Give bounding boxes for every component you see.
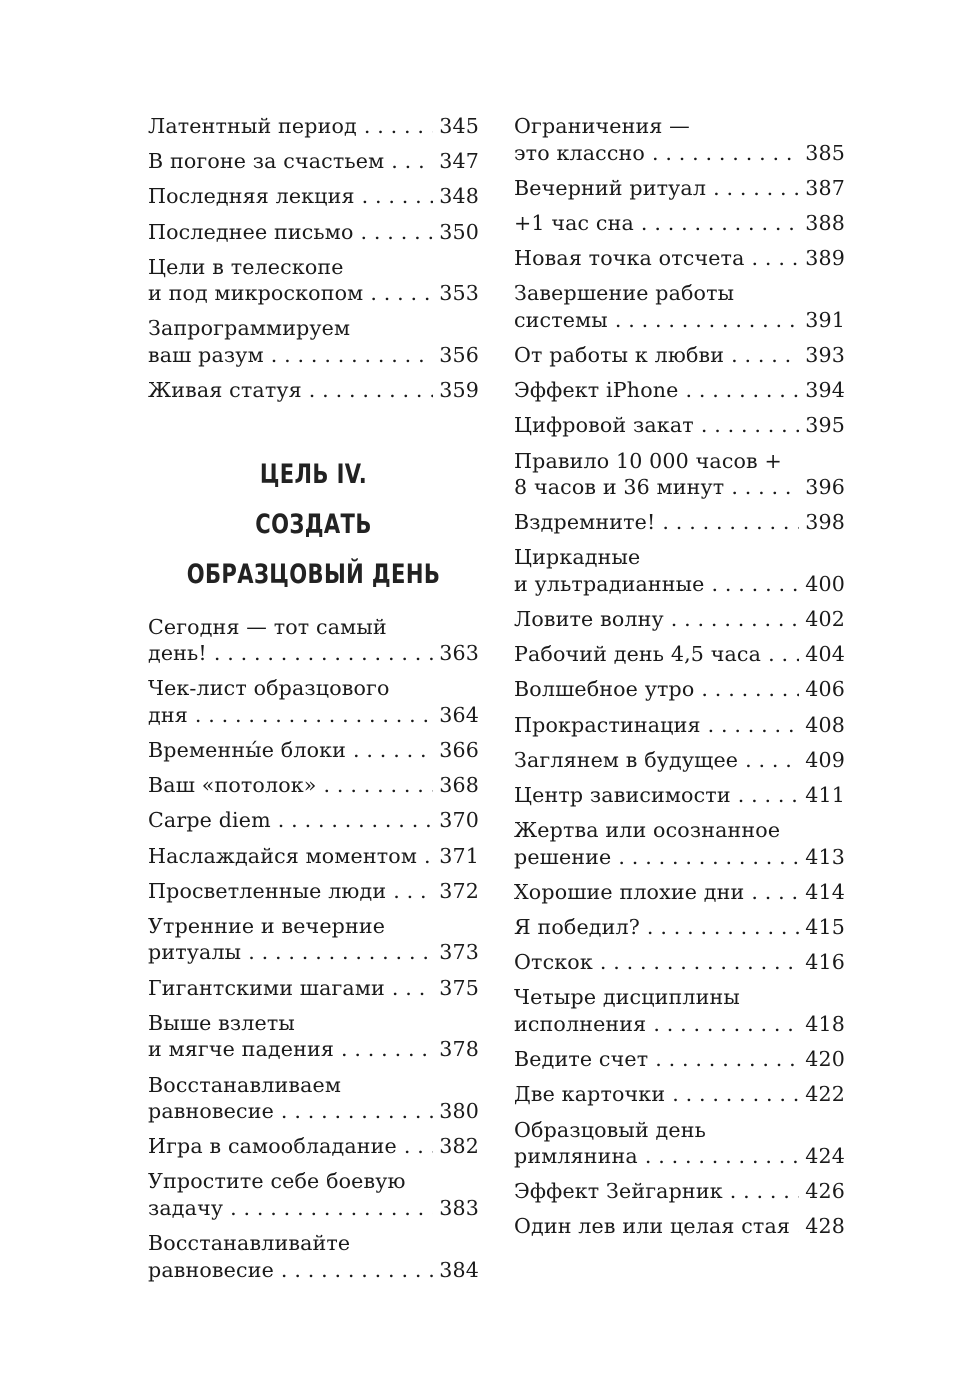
dot-leader: [645, 140, 799, 167]
toc-entry-title-line: Carpe diem: [148, 808, 271, 833]
toc-page-number: 389: [805, 246, 845, 271]
toc-entry-title-line: От работы к любви: [514, 342, 725, 367]
dot-leader: [640, 914, 799, 941]
toc-entry-title-line: Наслаждайся моментом: [148, 843, 417, 868]
toc-entry-title-line: Правило 10 000 часов +: [514, 448, 782, 473]
dot-leader: [357, 113, 433, 140]
dot-leader: [264, 342, 433, 369]
toc-page-number: 409: [805, 747, 845, 772]
toc-entry-last-line: [514, 1178, 845, 1205]
toc-page-number: 350: [439, 219, 479, 244]
toc-entry-title-line: Просветленные люди: [148, 878, 387, 903]
toc-entry-title-line: решение: [514, 844, 612, 869]
toc-entry-last-line: [148, 807, 479, 834]
toc-entry-title-line: Хорошие плохие дни: [514, 879, 745, 904]
toc-entry-title-line: дня: [148, 702, 188, 727]
dot-leader: [608, 307, 799, 334]
toc-entry-title-line: Завершение работы: [514, 281, 735, 306]
toc-entry-title-line: Живая статуя: [148, 378, 302, 403]
toc-entry[interactable]: [148, 219, 479, 246]
toc-page-number: 353: [439, 281, 479, 306]
toc-entry-title-line: Четыре дисциплины: [514, 985, 740, 1010]
toc-page-number: 371: [439, 843, 479, 868]
dot-leader: [397, 1133, 433, 1160]
section-heading: [184, 450, 442, 600]
toc-entry[interactable]: [148, 737, 479, 764]
toc-entry[interactable]: [514, 782, 845, 809]
dot-leader: [744, 879, 799, 906]
toc-page-number: 347: [439, 149, 479, 174]
toc-entry[interactable]: [514, 280, 845, 333]
toc-page-number: 426: [805, 1179, 845, 1204]
toc-entry[interactable]: [148, 148, 479, 175]
toc-entry[interactable]: [148, 1072, 479, 1125]
toc-page-number: 373: [439, 940, 479, 965]
toc-entry[interactable]: [514, 949, 845, 976]
toc-entry[interactable]: [514, 1046, 845, 1073]
toc-entry-title-line: Последняя лекция: [148, 184, 355, 209]
toc-entry-last-line: [514, 140, 845, 167]
dot-leader: [694, 412, 799, 439]
toc-entry-title-line: ваш разум: [148, 342, 264, 367]
dot-leader: [386, 878, 433, 905]
toc-entry[interactable]: [148, 878, 479, 905]
toc-entry-last-line: [514, 879, 845, 906]
toc-entry[interactable]: [514, 606, 845, 633]
toc-entry-last-line: [514, 1143, 845, 1170]
toc-page-number: 383: [439, 1195, 479, 1220]
toc-entry-title-line: равновесие: [148, 1099, 274, 1123]
toc-entry[interactable]: [514, 817, 845, 870]
dot-leader: [701, 712, 800, 739]
dot-leader: [241, 939, 433, 966]
toc-page-number: 416: [805, 950, 845, 975]
toc-entry-title-line: Ваш «потолок»: [148, 773, 317, 798]
toc-page-number: 364: [439, 702, 479, 727]
toc-entry-title-line: Сегодня — тот самый: [148, 614, 387, 639]
toc-page-number: 396: [805, 475, 845, 499]
toc-entry-last-line: [514, 606, 845, 633]
toc-entry-last-line: [514, 175, 845, 202]
toc-entry-last-line: [148, 148, 479, 175]
toc-page-number: 382: [439, 1134, 479, 1159]
toc-entry-last-line: [514, 949, 845, 976]
toc-left-column: [148, 113, 479, 1292]
dot-leader: [723, 1178, 800, 1205]
toc-entry-title-line: исполнения: [514, 1011, 647, 1036]
toc-entry-title-line: Ограничения —: [514, 114, 690, 138]
toc-entry-last-line: [148, 772, 479, 799]
dot-leader: [724, 474, 799, 501]
dot-leader: [188, 702, 433, 729]
toc-entry-title-line: системы: [514, 307, 608, 332]
toc-entry-last-line: [514, 1046, 845, 1073]
toc-entry-title-line: Я победил?: [514, 915, 640, 940]
toc-entry-title-line: это классно: [514, 140, 645, 165]
dot-leader: [705, 571, 800, 598]
toc-page-number: 375: [439, 975, 479, 1000]
toc-page-number: 411: [805, 783, 845, 807]
toc-entry[interactable]: [514, 712, 845, 739]
toc-entry[interactable]: [148, 254, 479, 307]
toc-entry-last-line: [148, 342, 479, 369]
toc-page-number: 391: [805, 307, 845, 332]
toc-entry-last-line: [148, 377, 479, 404]
toc-entry-title-line: Жертва или осознанное: [514, 818, 781, 843]
toc-entry-last-line: [514, 210, 845, 237]
dot-leader: [611, 844, 799, 871]
toc-page-number: 413: [805, 844, 845, 869]
toc-entry-title-line: задачу: [148, 1195, 224, 1220]
toc-entry-last-line: [148, 878, 479, 905]
toc-entry[interactable]: [514, 984, 845, 1037]
toc-entry-last-line: [148, 1195, 479, 1222]
toc-entry-title-line: Ведите счет: [514, 1047, 649, 1072]
toc-entry[interactable]: [514, 1178, 845, 1205]
dot-leader: [363, 280, 433, 307]
toc-entry[interactable]: [148, 913, 479, 966]
toc-entry[interactable]: [148, 675, 479, 728]
toc-entry-title-line: и мягче падения: [148, 1037, 334, 1062]
dot-leader: [679, 377, 800, 404]
dot-leader: [223, 1195, 433, 1222]
toc-page-number: 388: [805, 210, 845, 235]
toc-entry[interactable]: [148, 614, 479, 667]
toc-entry[interactable]: [148, 1168, 479, 1221]
toc-entry-title-line: Заглянем в будущее: [514, 747, 739, 772]
toc-page-number: 428: [805, 1214, 845, 1239]
toc-entry-last-line: [148, 280, 479, 307]
toc-entry-last-line: [514, 1011, 845, 1038]
toc-list-top: [148, 113, 479, 404]
toc-entry-title-line: Рабочий день 4,5 часа: [514, 642, 762, 667]
toc-entry-last-line: [148, 1257, 479, 1284]
toc-entry[interactable]: [514, 377, 845, 404]
toc-entry-title-line: Выше взлеты: [148, 1010, 295, 1035]
dot-leader: [664, 606, 799, 633]
dot-leader: [354, 219, 434, 246]
toc-entry-title-line: Временны́е блоки: [148, 738, 347, 762]
toc-entry-title-line: Утренние и вечерние: [148, 913, 386, 938]
toc-list-bottom: [148, 614, 479, 1283]
toc-entry-last-line: [514, 641, 845, 668]
toc-page-number: 420: [805, 1047, 845, 1072]
toc-page-number: 404: [805, 642, 845, 667]
toc-entry[interactable]: [514, 544, 845, 597]
toc-entry-last-line: [514, 307, 845, 334]
toc-page-number: 348: [439, 184, 479, 209]
toc-page-number: 402: [805, 607, 845, 632]
toc-entry-title-line: Центр зависимости: [514, 783, 731, 807]
toc-page-number: 363: [439, 641, 479, 666]
toc-entry-title-line: Прокрастинация: [514, 712, 701, 737]
toc-entry-last-line: [148, 975, 479, 1002]
toc-entry[interactable]: [514, 641, 845, 668]
toc-page-number: 406: [805, 677, 845, 702]
dot-leader: [706, 175, 799, 202]
toc-entry-last-line: [514, 676, 845, 703]
toc-entry-title-line: Вечерний ритуал: [514, 175, 707, 200]
toc-entry[interactable]: [148, 843, 479, 870]
toc-entry-last-line: [148, 1133, 479, 1160]
toc-entry-last-line: [514, 342, 845, 369]
dot-leader: [790, 1213, 799, 1240]
toc-entry-title-line: Восстанавливаем: [148, 1072, 342, 1097]
toc-page-number: 400: [805, 571, 845, 596]
section-heading-line1: ЦЕЛЬ IV.: [259, 458, 368, 490]
dot-leader: [271, 807, 433, 834]
toc-entry-title-line: и ультрадианные: [514, 571, 705, 596]
toc-page-number: 380: [439, 1099, 479, 1123]
toc-entry-last-line: [514, 747, 845, 774]
toc-entry[interactable]: [148, 1230, 479, 1283]
toc-entry[interactable]: [514, 879, 845, 906]
toc-entry[interactable]: [148, 975, 479, 1002]
toc-entry-title-line: Запрограммируем: [148, 316, 351, 341]
dot-leader: [593, 949, 799, 976]
toc-page-number: 356: [439, 342, 479, 367]
toc-entry-last-line: [514, 712, 845, 739]
toc-entry-title-line: римлянина: [514, 1144, 638, 1168]
toc-entry[interactable]: [514, 245, 845, 272]
dot-leader: [731, 782, 800, 809]
dot-leader: [665, 1081, 799, 1108]
toc-entry[interactable]: [148, 1133, 479, 1160]
dot-leader: [274, 1098, 433, 1125]
dot-leader: [317, 772, 434, 799]
toc-entry-title-line: Эффект iPhone: [514, 378, 679, 403]
toc-entry[interactable]: [514, 210, 845, 237]
toc-entry-title-line: Волшебное утро: [514, 677, 695, 702]
toc-entry-last-line: [514, 412, 845, 439]
dot-leader: [738, 747, 799, 774]
toc-entry-last-line: [514, 914, 845, 941]
toc-entry[interactable]: [514, 175, 845, 202]
toc-entry-title-line: Ловите волну: [514, 607, 664, 632]
toc-entry-title-line: Циркадные: [514, 545, 641, 570]
toc-page-number: 385: [805, 140, 845, 165]
toc-entry[interactable]: [514, 113, 845, 166]
toc-page-number: 422: [805, 1082, 845, 1107]
toc-entry-last-line: [148, 702, 479, 729]
toc-right-column: [514, 113, 845, 1249]
toc-entry[interactable]: [514, 448, 845, 501]
dot-leader: [646, 1011, 799, 1038]
toc-entry[interactable]: [148, 807, 479, 834]
toc-page-number: 370: [439, 808, 479, 833]
toc-entry-title-line: +1 час сна: [514, 210, 634, 235]
toc-entry[interactable]: [148, 1010, 479, 1063]
toc-entry-last-line: [514, 1081, 845, 1108]
toc-entry-title-line: Гигантскими шагами: [148, 975, 385, 1000]
toc-entry-title-line: В погоне за счастьем: [148, 149, 385, 174]
dot-leader: [648, 1046, 799, 1073]
dot-leader: [745, 245, 800, 272]
dot-leader: [384, 148, 433, 175]
toc-entry-title-line: Образцовый день: [514, 1117, 706, 1142]
toc-entry[interactable]: [514, 914, 845, 941]
toc-entry-title-line: Упростите себе боевую: [148, 1169, 406, 1194]
toc-entry-title-line: Цели в телескопе: [148, 254, 344, 279]
toc-entry-title-line: Восстанавливайте: [148, 1231, 351, 1256]
toc-entry[interactable]: [514, 676, 845, 703]
toc-entry-title-line: Эффект Зейгарник: [514, 1179, 723, 1204]
toc-entry-last-line: [514, 571, 845, 598]
toc-entry-last-line: [148, 219, 479, 246]
toc-entry-title-line: день!: [148, 641, 207, 666]
toc-entry-last-line: [514, 782, 845, 809]
dot-leader: [638, 1143, 799, 1170]
dot-leader: [355, 183, 434, 210]
toc-entry-title-line: Чек-лист образцового: [148, 676, 390, 701]
section-heading-line2: СОЗДАТЬ ОБРАЗЦОВЫЙ ДЕНЬ: [186, 508, 441, 590]
toc-page-number: 366: [439, 738, 479, 762]
toc-entry-last-line: [514, 245, 845, 272]
toc-entry-title-line: Последнее письмо: [148, 219, 354, 244]
toc-entry-title-line: Две карточки: [514, 1082, 666, 1107]
toc-page-number: 395: [805, 413, 845, 438]
toc-entry-last-line: [148, 183, 479, 210]
toc-page-number: 359: [439, 378, 479, 403]
toc-entry-last-line: [148, 939, 479, 966]
toc-entry[interactable]: [148, 183, 479, 210]
toc-page-number: 372: [439, 878, 479, 903]
dot-leader: [302, 377, 433, 404]
toc-entry[interactable]: [514, 1117, 845, 1170]
toc-page-number: 393: [805, 342, 845, 367]
toc-entry-title-line: 8 часов и 36 минут: [514, 475, 725, 499]
toc-entry[interactable]: [148, 315, 479, 368]
toc-page-number: 418: [805, 1011, 845, 1036]
toc-entry[interactable]: [514, 509, 845, 536]
toc-entry-last-line: [148, 640, 479, 667]
toc-entry-title-line: Игра в самообладание: [148, 1134, 397, 1159]
toc-entry-last-line: [148, 843, 479, 870]
toc-entry-title-line: Отскок: [514, 950, 593, 975]
toc-entry-last-line: [148, 737, 479, 764]
dot-leader: [385, 975, 433, 1002]
toc-entry-title-line: Цифровой закат: [514, 413, 694, 438]
toc-page-number: 398: [805, 510, 845, 535]
dot-leader: [274, 1257, 433, 1284]
toc-entry-title-line: Латентный период: [148, 114, 357, 138]
toc-page-number: 384: [439, 1257, 479, 1282]
dot-leader: [694, 676, 799, 703]
toc-entry[interactable]: [514, 342, 845, 369]
toc-entry[interactable]: [148, 113, 479, 140]
toc-page-number: 387: [805, 175, 845, 200]
toc-page-number: 415: [805, 915, 845, 940]
toc-entry-last-line: [148, 1098, 479, 1125]
toc-entry-last-line: [514, 844, 845, 871]
toc-entry[interactable]: [514, 1213, 845, 1240]
toc-entry[interactable]: [148, 772, 479, 799]
toc-page-number: 408: [805, 712, 845, 737]
toc-page-number: 394: [805, 378, 845, 403]
toc-entry-title-line: Новая точка отсчета: [514, 246, 745, 271]
dot-leader: [634, 210, 799, 237]
dot-leader: [334, 1036, 433, 1063]
toc-entry-title-line: Один лев или целая стая: [514, 1214, 791, 1239]
dot-leader: [417, 843, 433, 870]
dot-leader: [655, 509, 799, 536]
dot-leader: [761, 641, 799, 668]
toc-page-number: 345: [439, 114, 479, 138]
toc-page-number: 368: [439, 773, 479, 798]
toc-entry-last-line: [514, 509, 845, 536]
toc-entry[interactable]: [514, 1081, 845, 1108]
toc-page-number: 414: [805, 879, 845, 904]
toc-entry-last-line: [148, 113, 479, 140]
toc-entry[interactable]: [148, 377, 479, 404]
toc-entry-title-line: и под микроскопом: [148, 281, 364, 306]
toc-entry[interactable]: [514, 747, 845, 774]
toc-entry-title-line: ритуалы: [148, 940, 242, 965]
toc-entry-last-line: [514, 474, 845, 501]
toc-entry-title-line: Вздремните!: [514, 510, 656, 535]
toc-page-number: 378: [439, 1037, 479, 1062]
toc-entry-last-line: [514, 377, 845, 404]
toc-entry-title-line: равновесие: [148, 1257, 274, 1282]
dot-leader: [207, 640, 433, 667]
toc-page-number: 424: [805, 1144, 845, 1168]
toc-entry[interactable]: [514, 412, 845, 439]
dot-leader: [724, 342, 799, 369]
toc-entry-last-line: [148, 1036, 479, 1063]
dot-leader: [346, 737, 433, 764]
toc-entry-last-line: [514, 1213, 845, 1240]
